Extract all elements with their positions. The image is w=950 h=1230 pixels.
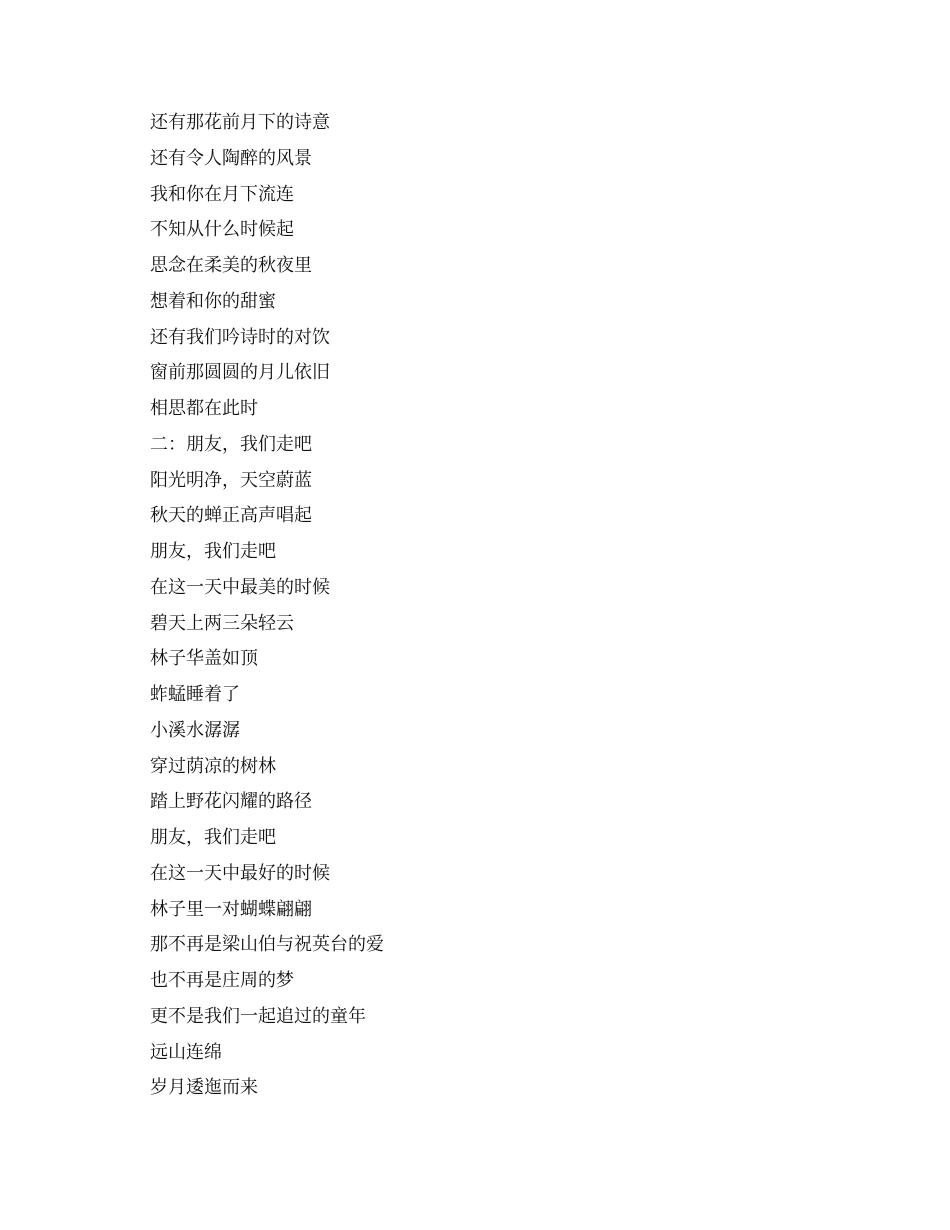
text-line: 小溪水潺潺 <box>150 719 240 741</box>
text-line: 秋天的蝉正高声唱起 <box>150 505 312 527</box>
text-line: 还有那花前月下的诗意 <box>150 112 330 133</box>
text-line: 踏上野花闪耀的路径 <box>150 791 312 813</box>
text-line: 还有令人陶醉的风景 <box>150 147 312 169</box>
poem-text-block <box>150 105 384 1106</box>
text-line: 林子里一对蝴蝶翩翩 <box>150 898 312 920</box>
text-line: 朋友，我们走吧 <box>150 541 276 562</box>
text-line: 想着和你的甜蜜 <box>150 290 276 312</box>
text-line: 穿过荫凉的树林 <box>150 755 276 777</box>
text-line: 岁月逶迤而来 <box>150 1077 258 1099</box>
section-heading: 二：朋友，我们走吧 <box>150 433 312 455</box>
text-line: 远山连绵 <box>150 1041 222 1063</box>
text-line: 不知从什么时候起 <box>150 219 294 241</box>
text-line: 更不是我们一起追过的童年 <box>150 1005 366 1027</box>
text-line: 林子华盖如顶 <box>150 648 258 670</box>
text-line: 思念在柔美的秋夜里 <box>150 255 312 276</box>
text-line: 在这一天中最好的时候 <box>150 862 330 884</box>
text-line: 相思都在此时 <box>150 398 258 419</box>
text-line: 蚱蜢睡着了 <box>150 684 240 705</box>
text-line: 还有我们吟诗时的对饮 <box>150 326 330 348</box>
text-line: 我和你在月下流连 <box>150 183 294 205</box>
text-line: 阳光明净，天空蔚蓝 <box>150 469 312 491</box>
text-line: 窗前那圆圆的月儿依旧 <box>150 362 330 384</box>
text-line: 也不再是庄周的梦 <box>150 970 294 991</box>
text-line: 朋友，我们走吧 <box>150 827 276 848</box>
text-line: 碧天上两三朵轻云 <box>150 612 294 634</box>
text-line: 那不再是梁山伯与祝英台的爱 <box>150 934 384 956</box>
text-line: 在这一天中最美的时候 <box>150 576 330 598</box>
